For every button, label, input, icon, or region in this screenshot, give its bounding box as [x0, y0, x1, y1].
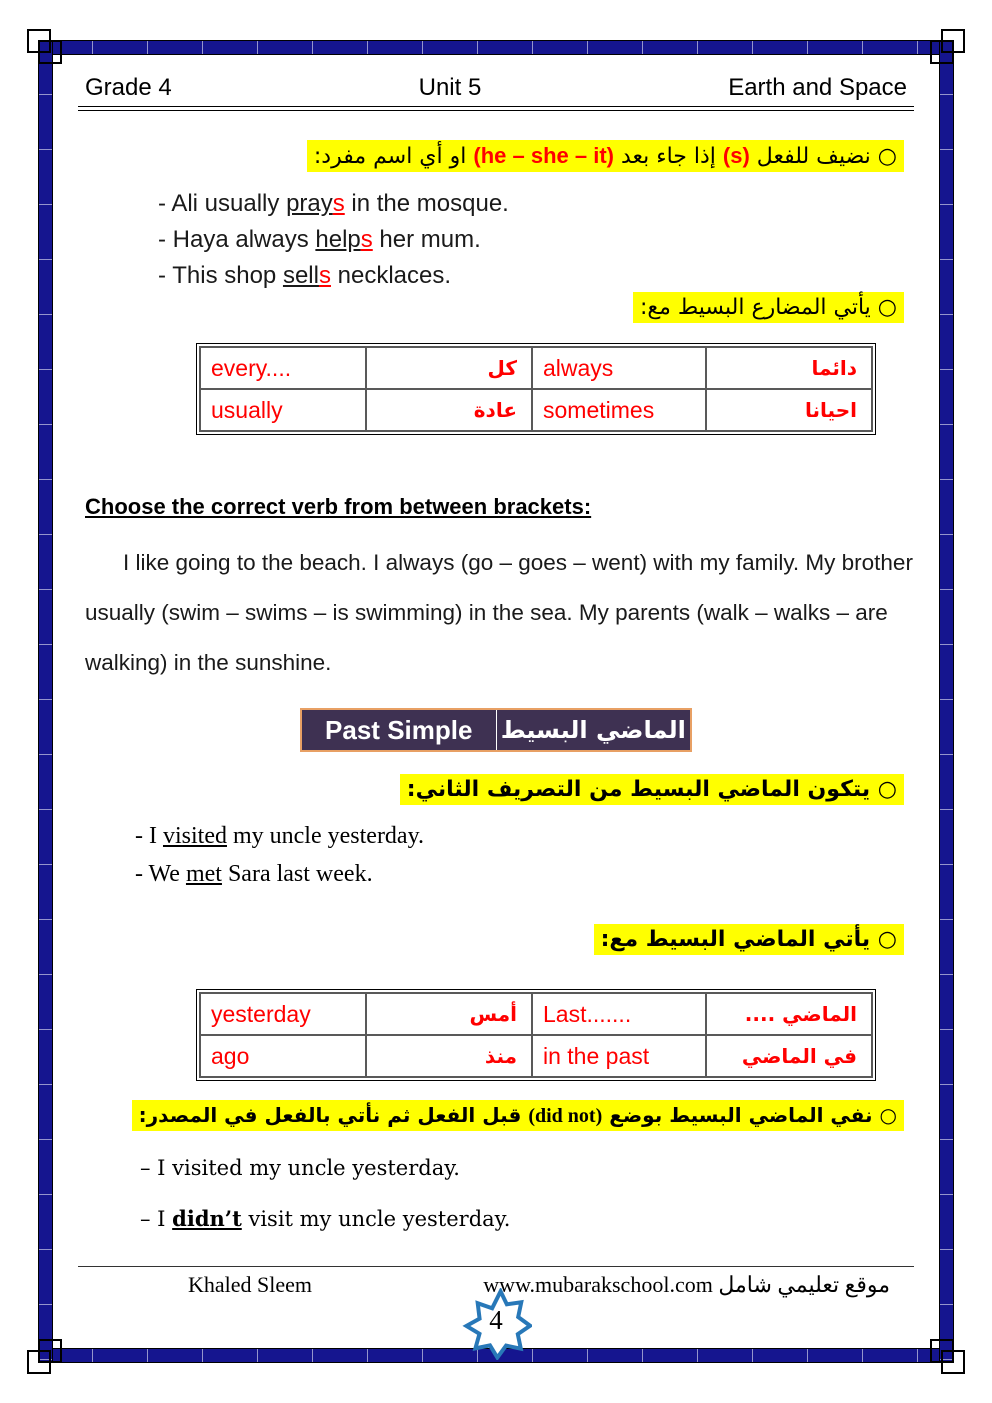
example-sentence: - I visited my uncle yesterday.: [135, 823, 425, 849]
example-sentence: - Haya always helps her mum.: [158, 226, 481, 253]
page-number-star: [460, 1288, 532, 1360]
table-row: [200, 1035, 872, 1077]
table-cell: yesterday: [200, 993, 366, 1035]
rule-past-used-with: ○ يأتي الماضي البسيط مع:: [594, 924, 904, 955]
frame-corner-ornament: [927, 1336, 965, 1374]
rule-add-s: ○ نضيف للفعل (s) إذا جاء بعد (he – she – it) او أي اسم مفرد:: [307, 140, 904, 172]
page-header: [85, 74, 907, 102]
table-cell: ago: [200, 1035, 366, 1077]
bullet-icon: ○: [877, 777, 897, 802]
exercise-heading: Choose the correct verb from between brackets:: [85, 494, 592, 519]
example-sentence: - Ali usually prays in the mosque.: [158, 190, 509, 217]
example-sentence: - This shop sells necklaces.: [158, 262, 452, 289]
frame-border-left: [38, 40, 53, 1363]
page-content: [60, 60, 932, 1343]
frame-corner-ornament: [927, 29, 965, 67]
bullet-icon: ○: [877, 927, 897, 952]
negation-example-negative: – I didn’t visit my uncle yesterday.: [140, 1206, 511, 1231]
exercise-paragraph: I like going to the beach. I always (go – goes – went) with my family. My brother usually (swim – swims – is swimming) in the sea. My parents (walk – walks – are walking) in the sunshine.: [85, 550, 913, 675]
table-cell: عادة: [366, 389, 532, 431]
header-unit: Unit 5: [418, 74, 482, 101]
past-simple-examples: [135, 817, 424, 893]
table-cell: الماضي ....: [706, 993, 872, 1035]
rule-past-formation: ○ يتكون الماضي البسيط من التصريف الثاني:: [400, 774, 904, 805]
footer-site: www.mubarakschool.com موقع تعليمي شامل: [483, 1272, 890, 1297]
rule-present-used-with: ○ يأتي المضارع البسيط مع:: [633, 292, 904, 323]
table-row: [200, 389, 872, 431]
rule-past-used-with-row: [80, 924, 904, 955]
frame-border-right: [939, 40, 954, 1363]
table-cell: احيانا: [706, 389, 872, 431]
frame-border-top: [38, 40, 954, 55]
table-cell: in the past: [532, 1035, 706, 1077]
banner-title-arabic: الماضي البسيط: [500, 716, 686, 744]
bullet-icon: ○: [879, 1103, 897, 1127]
footer-author: Khaled Sleem: [188, 1272, 313, 1297]
table-cell: usually: [200, 389, 366, 431]
past-simple-banner: [300, 708, 692, 752]
rule-add-s-row: [80, 140, 904, 172]
rule-past-formation-row: [80, 774, 904, 805]
rule-past-negation: ○ نفي الماضي البسيط بوضع (did not) قبل الفعل ثم نأتي بالفعل في المصدر:: [132, 1100, 904, 1131]
table-cell: Last.......: [532, 993, 706, 1035]
banner-title-english: Past Simple: [302, 710, 497, 750]
table-cell: always: [532, 347, 706, 389]
page-number: 4: [489, 1305, 503, 1335]
past-keywords-table: [196, 989, 876, 1081]
present-keywords-table: [196, 343, 876, 435]
table-cell: sometimes: [532, 389, 706, 431]
header-divider: [78, 106, 914, 111]
negation-example-affirmative: – I visited my uncle yesterday.: [140, 1156, 460, 1180]
bullet-icon: ○: [877, 144, 897, 169]
table-cell: كل: [366, 347, 532, 389]
header-topic: Earth and Space: [728, 74, 907, 101]
rule-present-used-with-row: [80, 292, 904, 323]
table-cell: في الماضي: [706, 1035, 872, 1077]
rule-past-negation-row: [80, 1100, 904, 1131]
table-cell: منذ: [366, 1035, 532, 1077]
present-simple-examples: [158, 186, 509, 294]
table-cell: أمس: [366, 993, 532, 1035]
table-cell: every....: [200, 347, 366, 389]
example-sentence: - We met Sara last week.: [135, 861, 373, 887]
header-grade: Grade 4: [85, 74, 172, 101]
table-row: [200, 993, 872, 1035]
footer-divider: [78, 1266, 914, 1267]
table-row: [200, 347, 872, 389]
bullet-icon: ○: [877, 295, 897, 320]
table-cell: دائما: [706, 347, 872, 389]
